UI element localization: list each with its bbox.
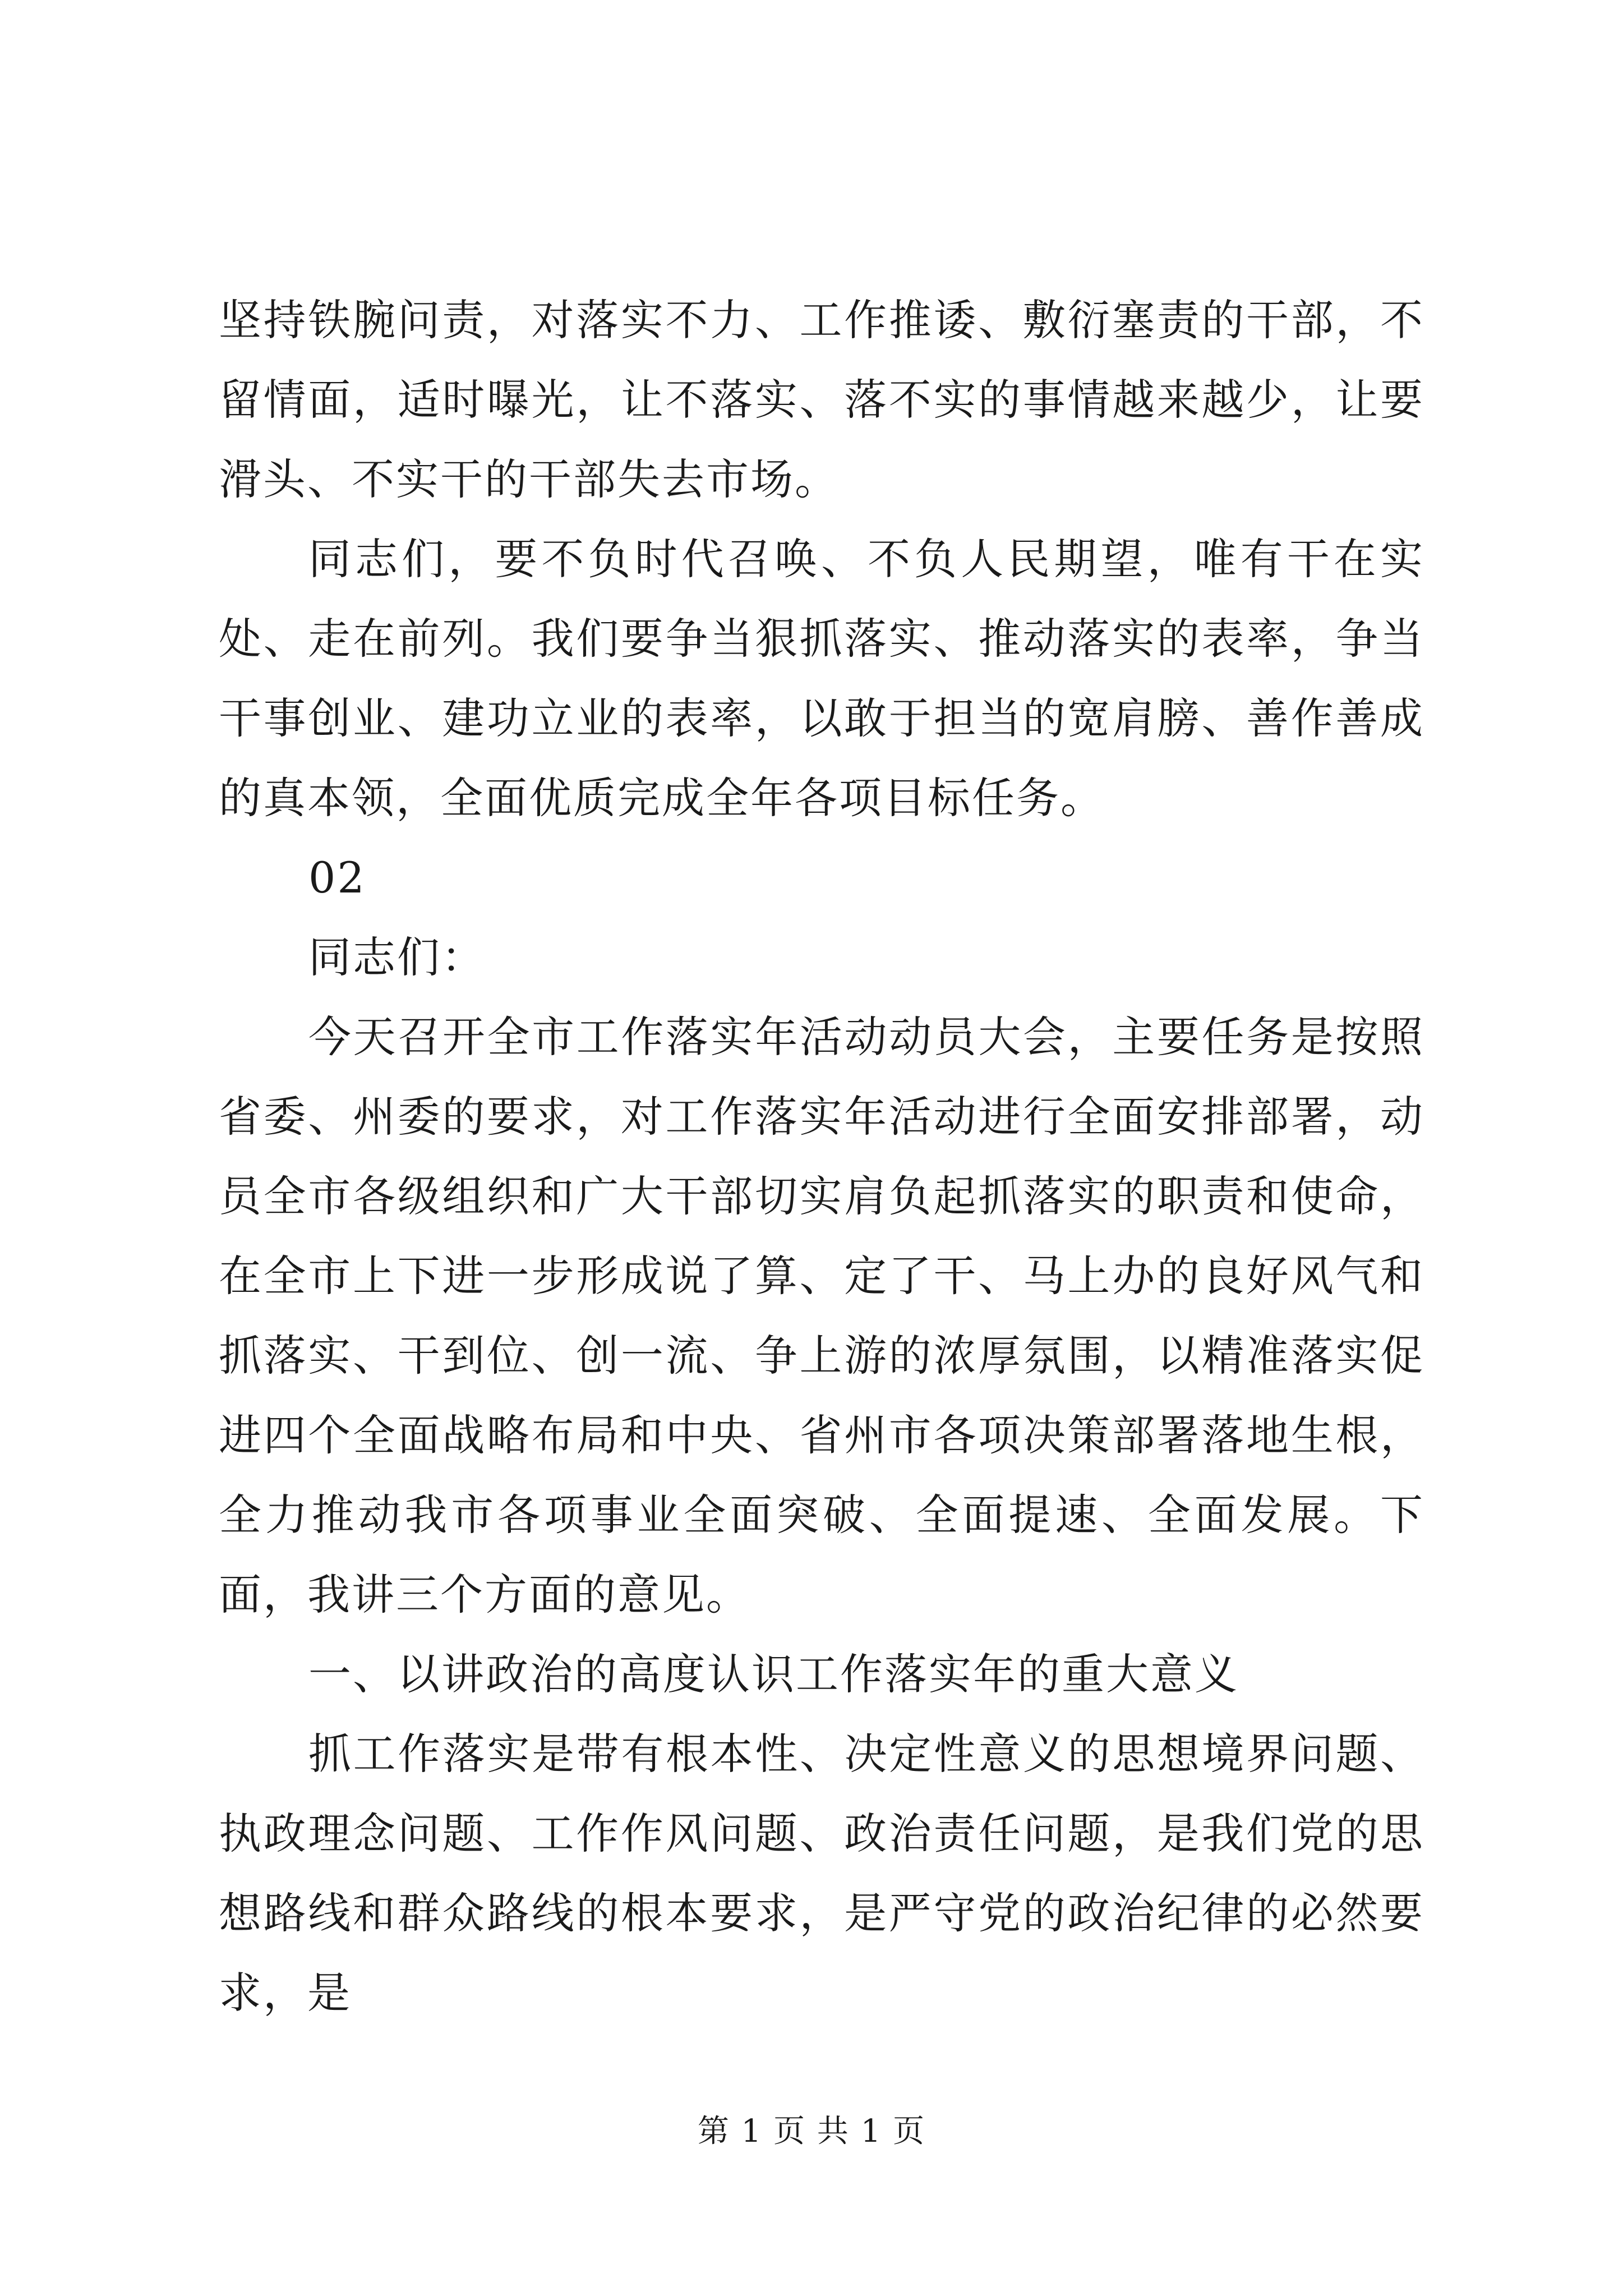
paragraph-1: 坚持铁腕问责，对落实不力、工作推诿、敷衍塞责的干部，不留情面，适时曝光，让不落实、落不实的事情越来越少，让要滑头、不实干的干部失去市场。	[219, 295, 1424, 504]
paragraph-4: 抓工作落实是带有根本性、决定性意义的思想境界问题、执政理念问题、工作作风问题、政治责任问题，是我们党的思想路线和群众路线的根本要求，是严守党的政治纪律的必然要求，是	[219, 1729, 1424, 2018]
document-body	[219, 280, 1424, 2033]
section-number: 02	[308, 853, 366, 903]
salutation: 同志们：	[308, 932, 486, 982]
page-footer: 第 1 页 共 1 页	[697, 2113, 926, 2150]
paragraph-3: 今天召开全市工作落实年活动动员大会，主要任务是按照省委、州委的要求，对工作落实年活动进行全面安排部署，动员全市各级组织和广大干部切实肩负起抓落实的职责和使命，在全市上下进一步形成说了算、定了干、马上办的良好风气和抓落实、干到位、创一流、争上游的浓厚氛围，以精准落实促进四个全面战略布局和中央、省州市各项决策部署落地生根，全力推动我市各项事业全面突破、全面提速、全面发展。下面，我讲三个方面的意见。	[219, 1012, 1424, 1619]
section-heading: 一、以讲政治的高度认识工作落实年的重大意义	[308, 1649, 1239, 1699]
paragraph-2: 同志们，要不负时代召唤、不负人民期望，唯有干在实处、走在前列。我们要争当狠抓落实、推动落实的表率，争当干事创业、建功立业的表率，以敢于担当的宽肩膀、善作善成的真本领，全面优质完成全年各项目标任务。	[219, 534, 1424, 823]
